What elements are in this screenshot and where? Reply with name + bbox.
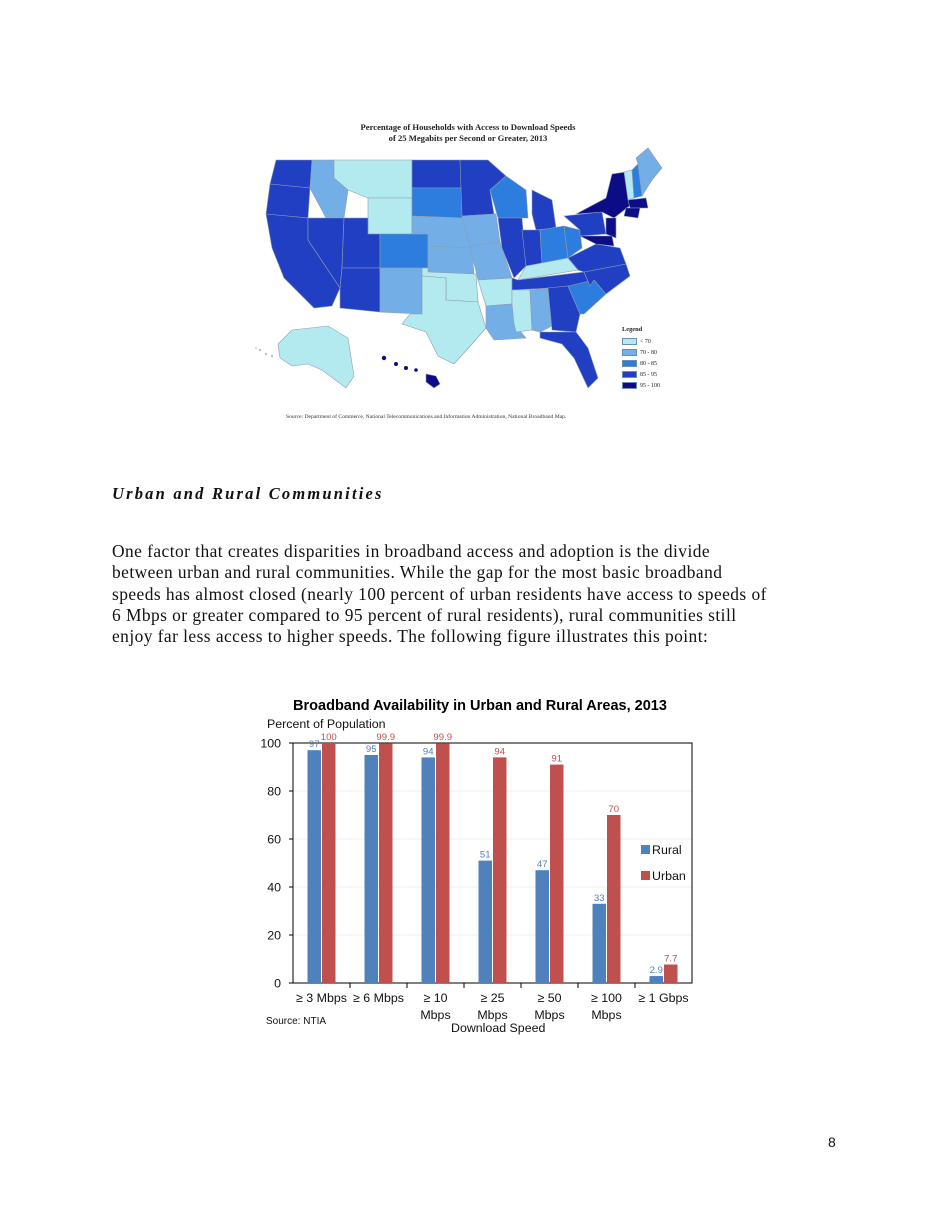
chart-data-label: 33 (593, 892, 605, 904)
map-state-north-dakota (412, 160, 462, 188)
map-legend-item (622, 369, 660, 380)
chart-plot-frame (293, 743, 692, 983)
chart-y-tick-label: 40 (267, 880, 281, 895)
chart-data-label: 51 (479, 849, 491, 861)
chart-legend-swatch (641, 871, 650, 880)
map-state-kansas (428, 246, 474, 274)
map-state-arizona (340, 268, 380, 312)
map-source-note: Source: Department of Commerce, National Telecommunications and Information Administration, National Broadband Map. (286, 414, 567, 420)
page-number: 8 (828, 1134, 836, 1150)
map-title (250, 122, 686, 144)
map-state-south-dakota (412, 188, 464, 218)
map-state-alaska (278, 326, 354, 388)
chart-bar-rural (593, 904, 607, 983)
chart-y-tick-label: 60 (267, 832, 281, 847)
map-state-washington (270, 160, 312, 188)
chart-category-label: Mbps (420, 1008, 451, 1022)
map-legend-title: Legend (622, 326, 643, 333)
chart-data-label: 95 (365, 744, 377, 755)
chart-data-label: 94 (494, 746, 506, 758)
broadband-map-figure (250, 118, 690, 428)
legend-swatch (622, 371, 637, 378)
paragraph-line: 6 Mbps or greater compared to 95 percent of rural residents), rural communities still (112, 604, 737, 625)
map-state-new-mexico (380, 268, 422, 314)
paragraph-line: between urban and rural communities. While the gap for the most basic broadband (112, 562, 723, 583)
legend-label: 70 - 80 (640, 349, 657, 356)
chart-data-label: 94 (422, 746, 434, 758)
chart-x-axis-label: Download Speed (451, 1021, 546, 1035)
chart-category-label: ≥ 100 (591, 991, 622, 1005)
map-state-wyoming (368, 198, 412, 234)
map-state-michigan (532, 190, 556, 230)
map-legend-item (622, 358, 660, 369)
chart-source-note: Source: NTIA (266, 1016, 327, 1027)
chart-data-label: 91 (551, 753, 563, 765)
chart-category-label: ≥ 10 (423, 991, 448, 1005)
chart-data-label: 100 (320, 732, 337, 743)
map-legend-item (622, 336, 660, 347)
paragraph-line: speeds has almost closed (nearly 100 percent of urban residents have access to speeds of (112, 583, 767, 604)
chart-category-label: Mbps (477, 1008, 508, 1022)
map-title-line2: of 25 Megabits per Second or Greater, 2013 (388, 133, 548, 143)
map-state-florida (540, 332, 598, 388)
paragraph-line: One factor that creates disparities in broadband access and adoption is the divide (112, 541, 711, 561)
chart-category-label: ≥ 50 (537, 991, 562, 1005)
map-state-arkansas (478, 278, 512, 306)
chart-bar-urban (436, 743, 450, 983)
map-state-mississippi (512, 290, 532, 332)
chart-bar-rural (650, 976, 664, 983)
chart-category-label: ≥ 3 Mbps (296, 991, 347, 1005)
map-state-connecticut (624, 208, 640, 218)
chart-plot (255, 692, 705, 1042)
chart-category-label: Mbps (534, 1008, 565, 1022)
broadband-bar-chart (255, 692, 705, 1042)
legend-swatch (622, 349, 637, 356)
chart-legend-label: Urban (652, 869, 686, 883)
chart-bar-rural (422, 757, 436, 983)
chart-y-tick-label: 100 (260, 736, 281, 751)
map-state-new-york (576, 172, 632, 218)
legend-label: 85 - 95 (640, 371, 657, 378)
map-legend (622, 326, 660, 391)
chart-data-label: 47 (536, 859, 548, 871)
chart-y-axis-label: Percent of Population (267, 717, 386, 731)
map-legend-item (622, 347, 660, 358)
chart-data-label: 99.9 (433, 732, 453, 744)
legend-label: 80 - 85 (640, 360, 657, 367)
chart-bar-rural (536, 870, 550, 983)
chart-legend-swatch (641, 845, 650, 854)
legend-swatch (622, 382, 637, 389)
legend-label: < 70 (640, 338, 651, 345)
map-state-ohio (540, 226, 568, 264)
chart-y-tick-label: 80 (267, 784, 281, 799)
chart-data-label: 99.9 (376, 732, 396, 744)
chart-data-label: 2.9 (649, 965, 663, 977)
map-title-line1: Percentage of Households with Access to Download Speeds (360, 122, 576, 132)
chart-bar-urban (322, 743, 336, 983)
map-state-oregon (266, 184, 310, 218)
map-state-colorado (380, 234, 428, 268)
chart-legend-label: Rural (652, 843, 682, 857)
legend-swatch (622, 338, 637, 345)
chart-bar-rural (308, 750, 322, 983)
chart-category-label: ≥ 1 Gbps (638, 991, 689, 1005)
chart-bar-rural (365, 755, 379, 983)
chart-category-label: ≥ 25 (480, 991, 505, 1005)
body-paragraph (112, 541, 842, 647)
chart-data-label: 70 (608, 804, 620, 815)
chart-y-tick-label: 0 (274, 976, 281, 991)
map-state-hawaii (426, 374, 440, 388)
legend-swatch (622, 360, 637, 367)
chart-bar-urban (379, 743, 393, 983)
chart-category-label: ≥ 6 Mbps (353, 991, 404, 1005)
paragraph-line: enjoy far less access to higher speeds. The following figure illustrates this point: (112, 626, 709, 647)
map-state-massachusetts (628, 198, 648, 208)
legend-label: 95 - 100 (640, 382, 660, 389)
chart-y-tick-label: 20 (267, 928, 281, 943)
chart-data-label: 7.7 (664, 953, 678, 965)
chart-bar-urban (550, 765, 564, 983)
chart-bar-urban (664, 965, 678, 983)
chart-bar-rural (479, 861, 493, 983)
chart-bar-urban (607, 815, 621, 983)
chart-title: Broadband Availability in Urban and Rural Areas, 2013 (293, 698, 667, 714)
map-state-new-jersey (606, 218, 616, 238)
chart-category-label: Mbps (591, 1008, 622, 1022)
chart-bar-urban (493, 757, 507, 983)
section-heading: Urban and Rural Communities (112, 484, 384, 503)
map-legend-item (622, 380, 660, 391)
chart-data-label: 97 (308, 739, 320, 751)
